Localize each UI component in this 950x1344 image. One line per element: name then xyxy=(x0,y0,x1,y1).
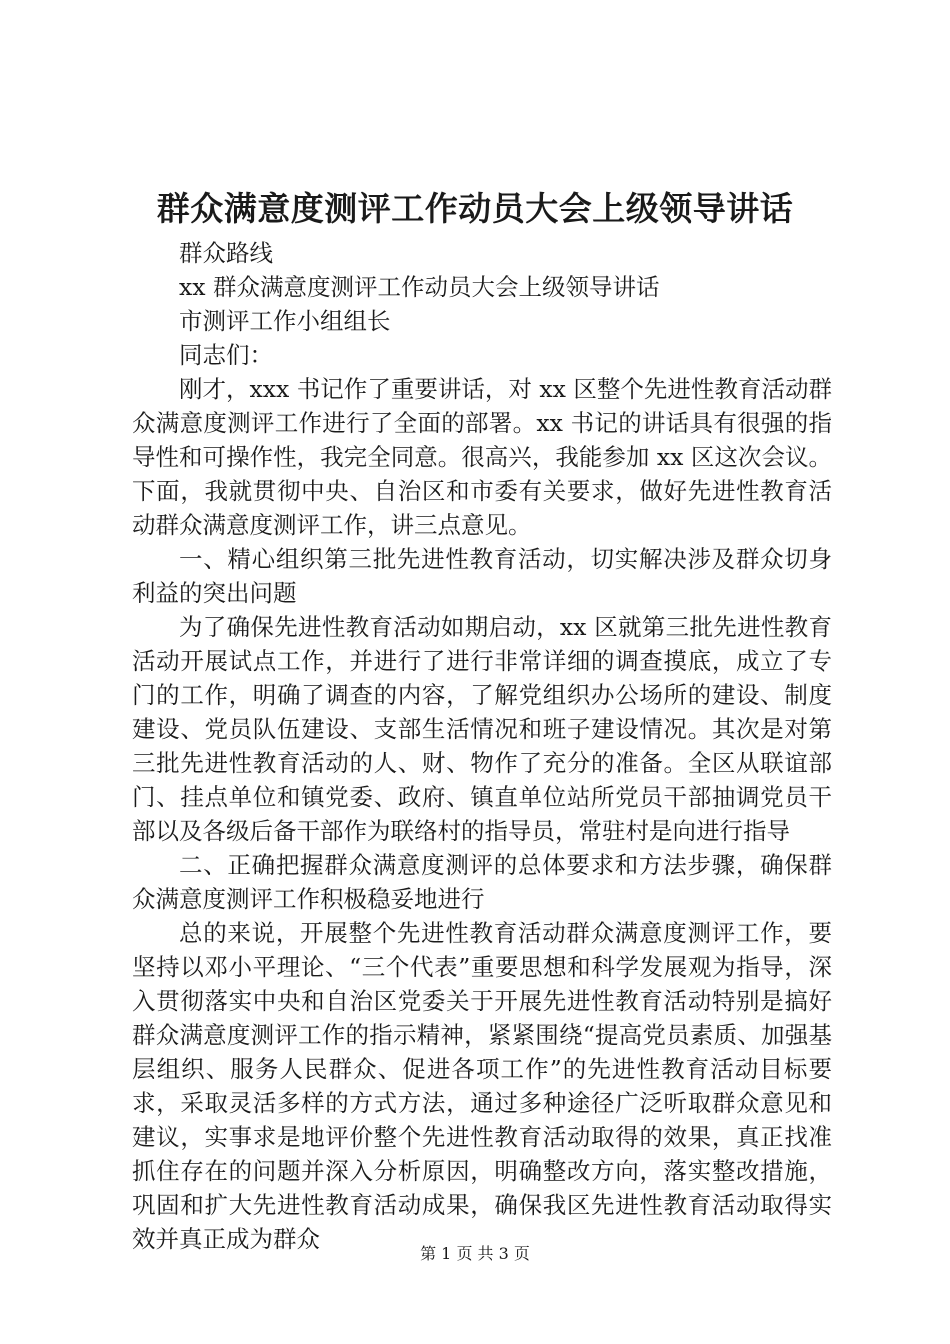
speaker-line: 市测评工作小组组长 xyxy=(179,307,391,335)
section-heading-2: 二、正确把握群众满意度测评的总体要求和方法步骤，确保群众满意度测评工作积极稳妥地进行 xyxy=(132,851,832,913)
section-heading-1: 一、精心组织第三批先进性教育活动，切实解决涉及群众切身利益的突出问题 xyxy=(132,545,832,607)
paragraph-section-2: 总的来说，开展整个先进性教育活动群众满意度测评工作，要坚持以邓小平理论、“三个代表”重要思想和科学发展观为指导，深入贯彻落实中央和自治区党委关于开展先进性教育活动特别是搞好群众满意度测评工作的指示精神，紧紧围绕“提高党员素质、加强基层组织、服务人民群众、促进各项工作”的先进性教育活动目标要求，采取灵活多样的方式方法，通过多种途径广泛听取群众意见和建议，实事求是地评价整个先进性教育活动取得的效果，真正找准抓住存在的问题并深入分析原因，明确整改方向，落实整改措施，巩固和扩大先进性教育活动成果，确保我区先进性教育活动取得实效并真正成为群众 xyxy=(132,919,832,1253)
category-line: 群众路线 xyxy=(179,239,273,267)
page-footer: 第 1 页 共 3 页 xyxy=(420,1244,530,1263)
salutation-line: 同志们： xyxy=(179,341,273,369)
paragraph-intro: 刚才，xxx 书记作了重要讲话，对 xx 区整个先进性教育活动群众满意度测评工作进行了全面的部署。xx 书记的讲话具有很强的指导性和可操作性，我完全同意。很高兴，我能参加 xx 区这次会议。下面，我就贯彻中央、自治区和市委有关要求，做好先进性教育活动群众满意度测评工作，讲三点意见。 xyxy=(132,375,832,539)
document-body xyxy=(132,236,832,1256)
document-title: 群众满意度测评工作动员大会上级领导讲话 xyxy=(156,189,794,228)
paragraph-section-1: 为了确保先进性教育活动如期启动，xx 区就第三批先进性教育活动开展试点工作，并进行了进行非常详细的调查摸底，成立了专门的工作，明确了调查的内容，了解党组织办公场所的建设、制度建设、党员队伍建设、支部生活情况和班子建设情况。其次是对第三批先进性教育活动的人、财、物作了充分的准备。全区从联谊部门、挂点单位和镇党委、政府、镇直单位站所党员干部抽调党员干部以及各级后备干部作为联络村的指导员，常驻村是向进行指导 xyxy=(132,613,832,845)
subtitle-line: xx 群众满意度测评工作动员大会上级领导讲话 xyxy=(179,273,660,301)
